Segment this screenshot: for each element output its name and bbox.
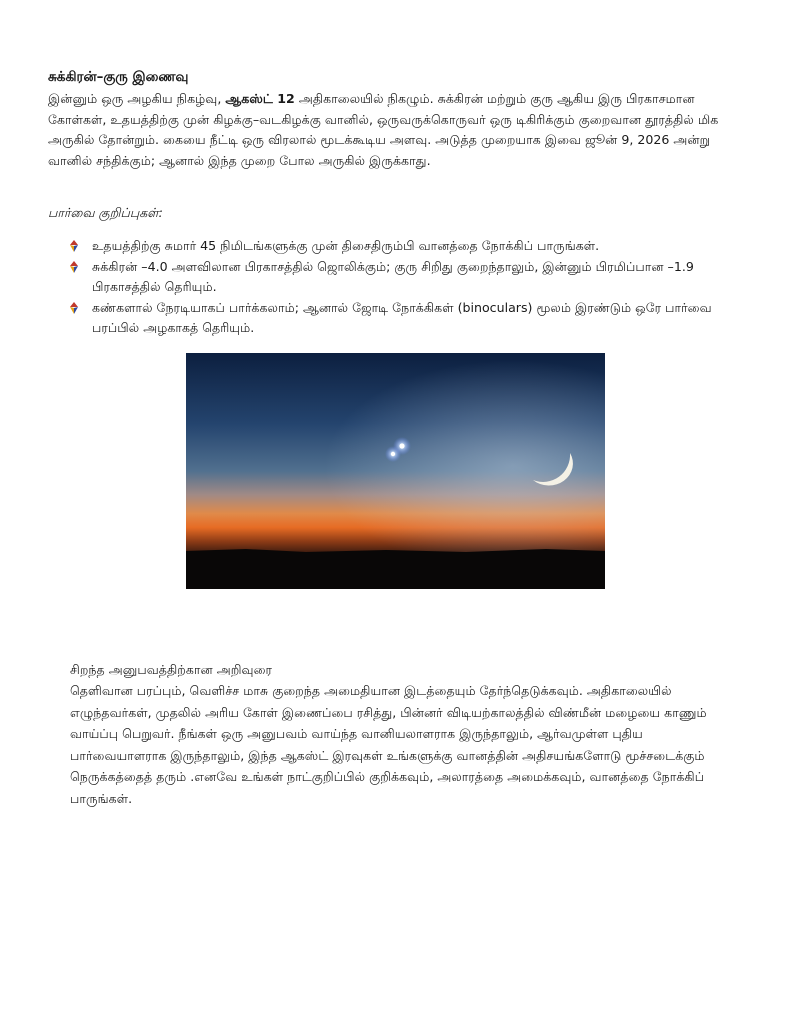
intro-text-start: இன்னும் ஒரு அழகிய நிகழ்வு, [48,91,226,106]
arrow-bullet-icon [68,261,80,273]
tip-text: கண்களால் நேரடியாகப் பார்க்கலாம்; ஆனால் ஜோடி நோக்கிகள் (binoculars) மூலம் இரண்டும் ஒரே பார்வை பரப்பில் அழகாகத் தெரியும். [92,299,712,335]
advice-paragraph: தெளிவான பரப்பும், வெளிச்ச மாசு குறைந்த அமைதியான இடத்தையும் தேர்ந்தெடுக்கவும். அதிகாலையில் எழுந்தவர்கள், முதலில் அரிய கோள் இணைப்பை ரசித்து, பின்னர் விடியற்காலத்தில் விண்மீன் மழையை காணும் வாய்ப்பு பெறுவர். நீங்கள் ஒரு அனுபவம் வாய்ந்த வானியலாளராக இருந்தாலும், ஆர்வமுள்ள புதிய பார்வையாளராக இருந்தாலும், இந்த ஆகஸ்ட் இரவுகள் உங்களுக்கு வானத்தின் அதிசயங்களோடு மூச்சடைக்கும் நெருக்கத்தைத் தரும் .எனவே உங்கள் நாட்குறிப்பில் குறிக்கவும், அலாரத்தை அமைக்கவும், வானத்தை நோக்கிப் பாருங்கள். [70,683,707,806]
section-title: சுக்கிரன்–குரு இணைவு [48,69,189,85]
tips-list [68,236,738,339]
list-item [68,298,738,339]
tip-text: உதயத்திற்கு சுமார் 45 நிமிடங்களுக்கு முன் திசைதிரும்பி வானத்தை நோக்கிப் பாருங்கள். [92,238,600,253]
arrow-bullet-icon [68,302,80,314]
dawn-sky-image [186,353,605,589]
intro-text-rest: அதிகாலையில் நிகழும். சுக்கிரன் மற்றும் குரு ஆகிய இரு பிரகாசமான கோள்கள், உதயத்திற்கு முன் கிழக்கு–வடகிழக்கு வானில், ஒருவருக்கொருவர் ஒரு டிகிரிக்கும் குறைவான தூரத்தில் மிக அருகில் தோன்றும். கையை நீட்டி ஒரு விரலால் மூடக்கூடிய அளவு. அடுத்த முறையாக இவை ஜூன் 9, 2026 அன்று வானில் சந்திக்கும்; ஆனால் இந்த முறை போல அருகில் இருக்காது. [48,91,719,168]
list-item [68,236,738,257]
arrow-bullet-icon [68,240,80,252]
intro-paragraph [48,89,748,171]
tip-text: சுக்கிரன் –4.0 அளவிலான பிரகாசத்தில் ஜொலிக்கும்; குரு சிறிது குறைந்தாலும், இன்னும் பிரமிப்பான –1.9 பிரகாசத்தில் தெரியும். [92,258,694,294]
event-date: ஆகஸ்ட் 12 [225,91,295,106]
tips-heading: பார்வை குறிப்புகள்: [48,205,163,220]
sky-photo [186,353,605,589]
list-item [68,257,738,298]
advice-heading: சிறந்த அனுபவத்திற்கான அறிவுரை [70,662,273,677]
